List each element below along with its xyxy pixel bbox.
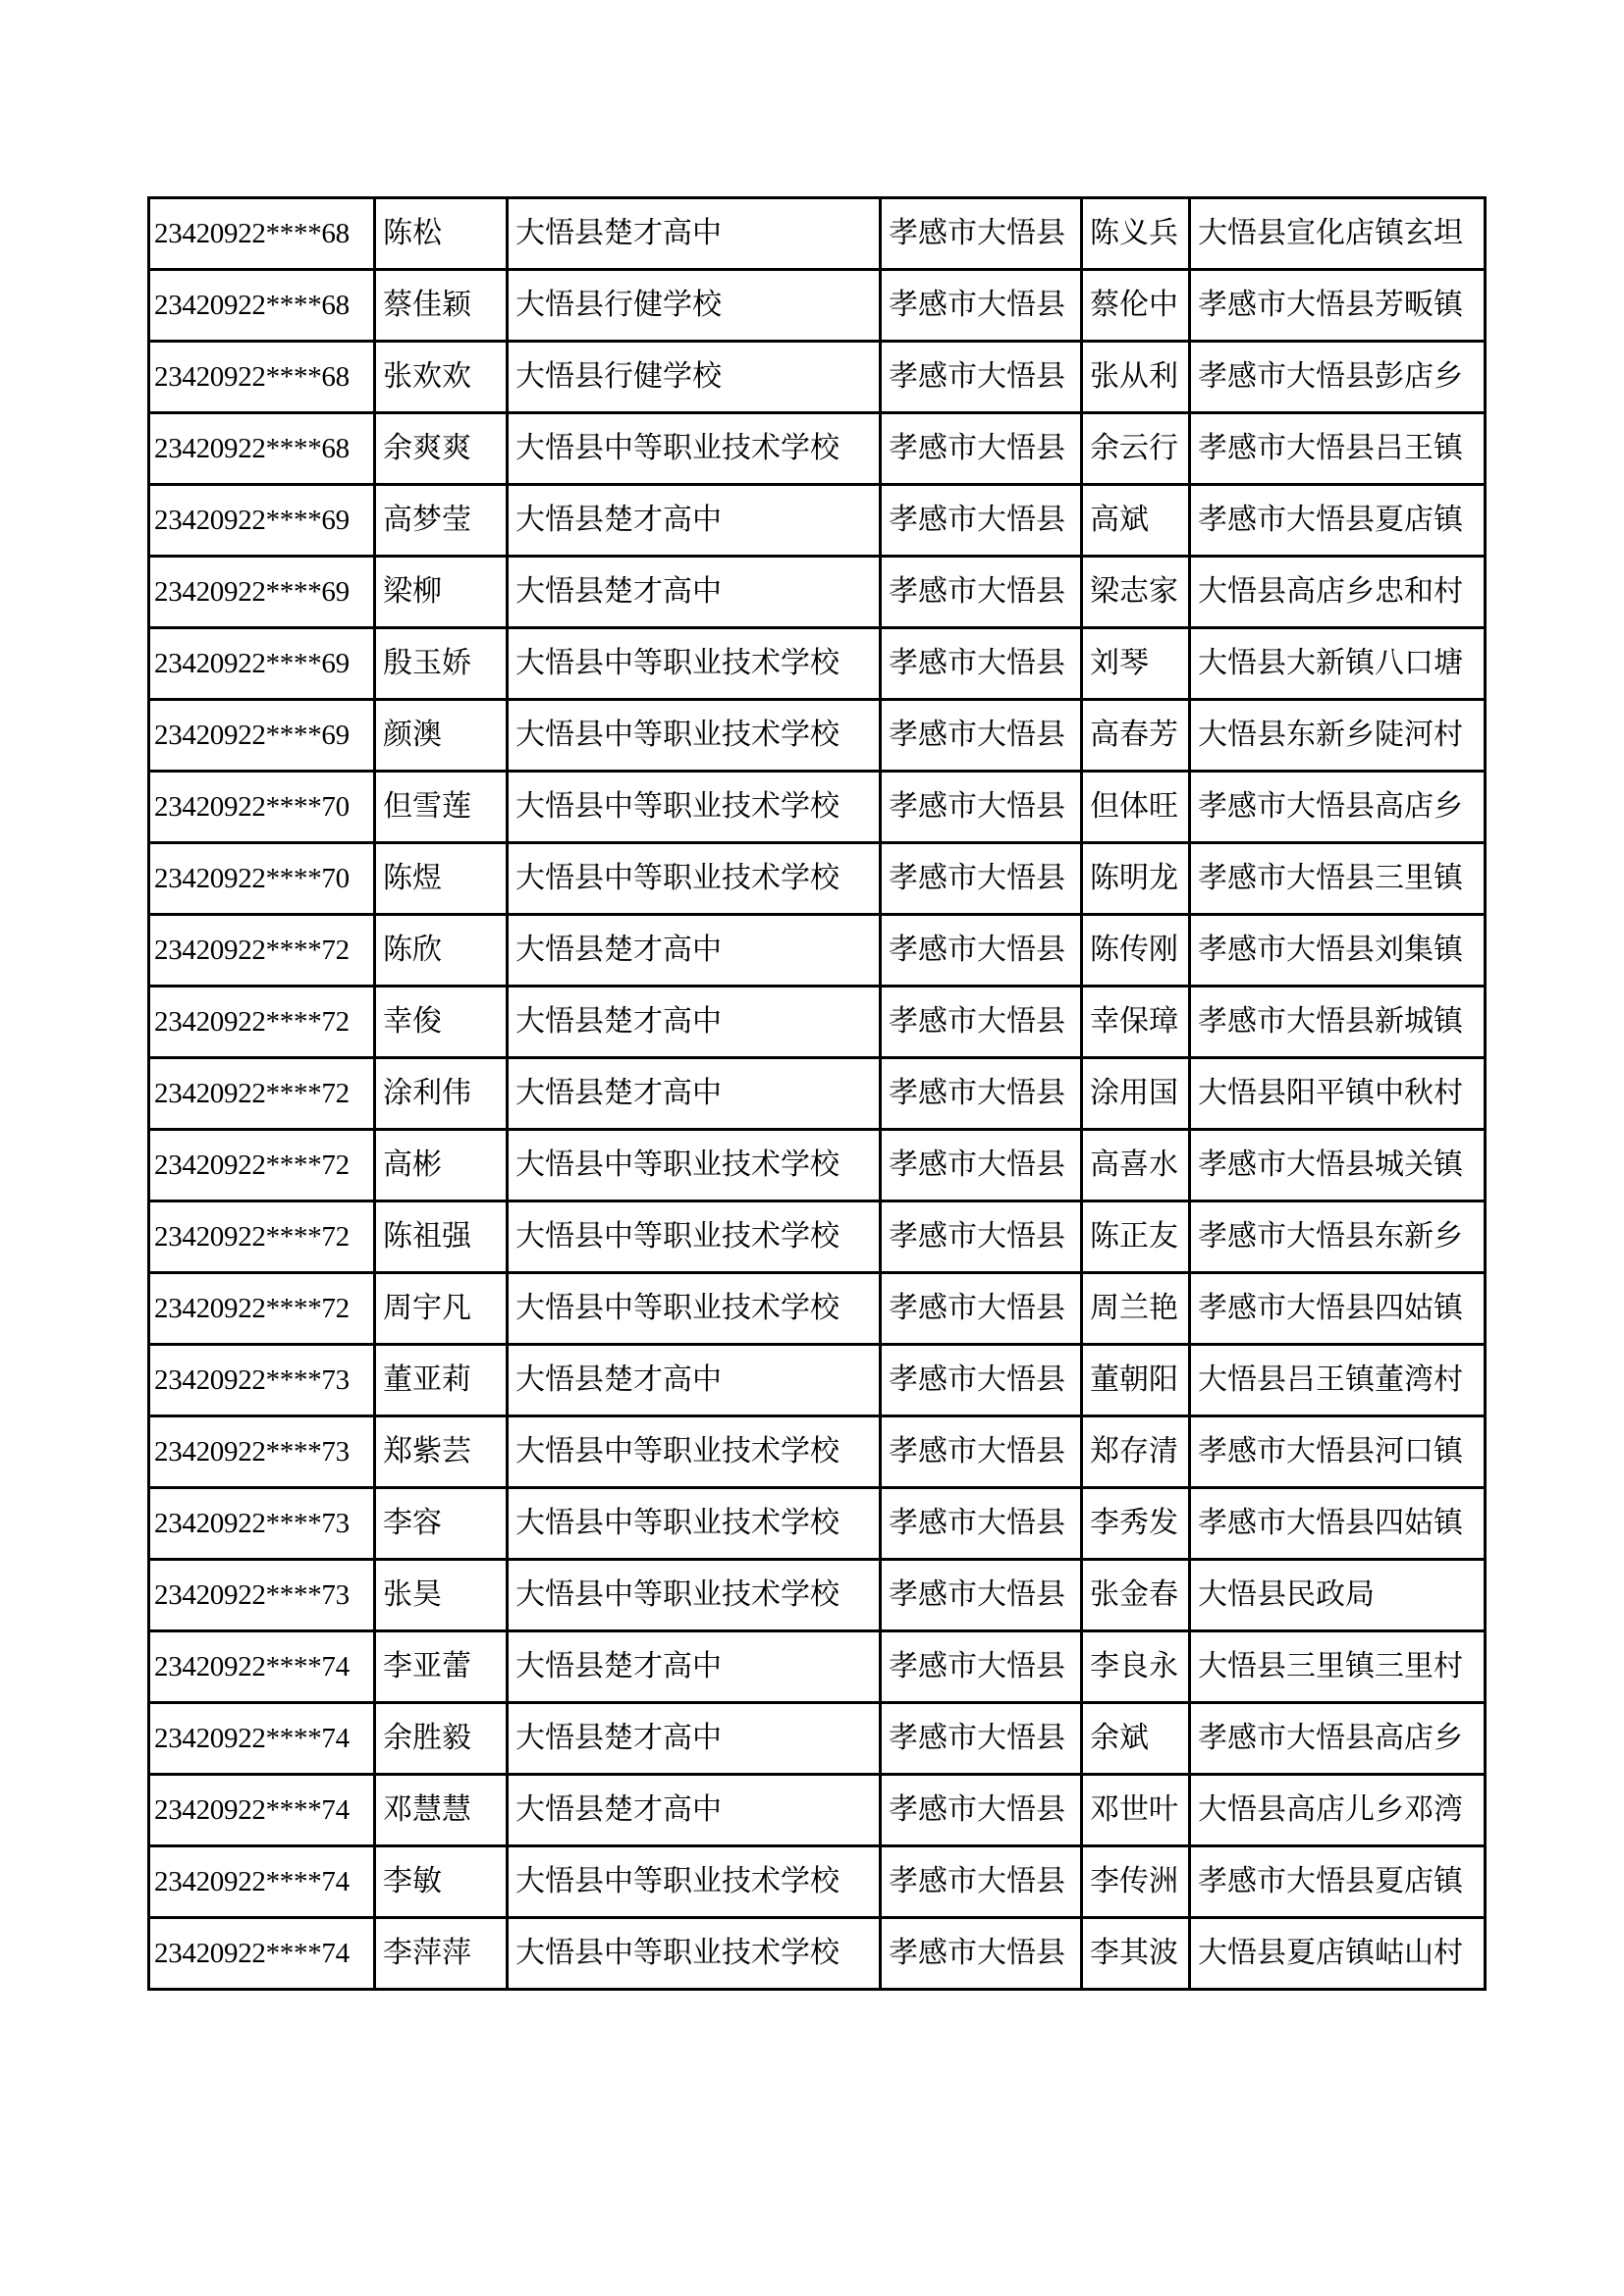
school-cell: 大悟县中等职业技术学校 (508, 1846, 881, 1918)
student-name-cell: 涂利伟 (375, 1058, 508, 1130)
student-name-cell: 高梦莹 (375, 485, 508, 557)
table-row (149, 1631, 1486, 1703)
student-name-cell: 殷玉娇 (375, 628, 508, 700)
guardian-name-cell: 周兰艳 (1082, 1273, 1190, 1345)
table-row (149, 1918, 1486, 1990)
address-cell: 孝感市大悟县河口镇 (1190, 1416, 1486, 1488)
student-name-cell: 高彬 (375, 1130, 508, 1201)
region-cell: 孝感市大悟县 (881, 1130, 1082, 1201)
school-cell: 大悟县楚才高中 (508, 915, 881, 987)
student-name-cell: 陈欣 (375, 915, 508, 987)
region-cell: 孝感市大悟县 (881, 1201, 1082, 1273)
guardian-name-cell: 陈正友 (1082, 1201, 1190, 1273)
table-row (149, 915, 1486, 987)
table-row (149, 1703, 1486, 1775)
address-cell: 大悟县吕王镇董湾村 (1190, 1345, 1486, 1416)
table-row (149, 1058, 1486, 1130)
address-cell: 孝感市大悟县夏店镇 (1190, 485, 1486, 557)
guardian-name-cell: 李秀发 (1082, 1488, 1190, 1560)
guardian-name-cell: 蔡伦中 (1082, 270, 1190, 342)
address-cell: 孝感市大悟县东新乡 (1190, 1201, 1486, 1273)
table-row (149, 1775, 1486, 1846)
region-cell: 孝感市大悟县 (881, 1416, 1082, 1488)
student-name-cell: 张昊 (375, 1560, 508, 1631)
school-cell: 大悟县行健学校 (508, 270, 881, 342)
school-cell: 大悟县楚才高中 (508, 1631, 881, 1703)
student-id-cell: 23420922****73 (149, 1416, 375, 1488)
student-id-cell: 23420922****68 (149, 198, 375, 270)
table-row (149, 987, 1486, 1058)
region-cell: 孝感市大悟县 (881, 1560, 1082, 1631)
student-id-cell: 23420922****73 (149, 1488, 375, 1560)
region-cell: 孝感市大悟县 (881, 1058, 1082, 1130)
guardian-name-cell: 邓世叶 (1082, 1775, 1190, 1846)
school-cell: 大悟县行健学校 (508, 342, 881, 413)
student-name-cell: 李容 (375, 1488, 508, 1560)
school-cell: 大悟县楚才高中 (508, 1058, 881, 1130)
student-name-cell: 余胜毅 (375, 1703, 508, 1775)
student-id-cell: 23420922****73 (149, 1345, 375, 1416)
school-cell: 大悟县楚才高中 (508, 1703, 881, 1775)
student-id-cell: 23420922****72 (149, 1273, 375, 1345)
region-cell: 孝感市大悟县 (881, 843, 1082, 915)
student-id-cell: 23420922****69 (149, 700, 375, 772)
student-name-cell: 蔡佳颖 (375, 270, 508, 342)
guardian-name-cell: 余云行 (1082, 413, 1190, 485)
student-id-cell: 23420922****72 (149, 1058, 375, 1130)
student-id-cell: 23420922****69 (149, 628, 375, 700)
region-cell: 孝感市大悟县 (881, 485, 1082, 557)
student-id-cell: 23420922****70 (149, 843, 375, 915)
student-name-cell: 梁柳 (375, 557, 508, 628)
table-row (149, 700, 1486, 772)
student-id-cell: 23420922****74 (149, 1631, 375, 1703)
region-cell: 孝感市大悟县 (881, 1345, 1082, 1416)
table-row (149, 485, 1486, 557)
student-name-cell: 张欢欢 (375, 342, 508, 413)
student-name-cell: 余爽爽 (375, 413, 508, 485)
table-row (149, 1416, 1486, 1488)
region-cell: 孝感市大悟县 (881, 270, 1082, 342)
guardian-name-cell: 陈义兵 (1082, 198, 1190, 270)
region-cell: 孝感市大悟县 (881, 1918, 1082, 1990)
address-cell: 孝感市大悟县高店乡 (1190, 772, 1486, 843)
region-cell: 孝感市大悟县 (881, 342, 1082, 413)
guardian-name-cell: 高斌 (1082, 485, 1190, 557)
guardian-name-cell: 余斌 (1082, 1703, 1190, 1775)
address-cell: 孝感市大悟县彭店乡 (1190, 342, 1486, 413)
student-name-cell: 陈祖强 (375, 1201, 508, 1273)
guardian-name-cell: 刘琴 (1082, 628, 1190, 700)
school-cell: 大悟县中等职业技术学校 (508, 772, 881, 843)
table-row (149, 198, 1486, 270)
student-id-cell: 23420922****68 (149, 342, 375, 413)
student-id-cell: 23420922****68 (149, 270, 375, 342)
school-cell: 大悟县中等职业技术学校 (508, 1130, 881, 1201)
region-cell: 孝感市大悟县 (881, 915, 1082, 987)
school-cell: 大悟县中等职业技术学校 (508, 1918, 881, 1990)
student-id-cell: 23420922****72 (149, 987, 375, 1058)
student-id-cell: 23420922****69 (149, 485, 375, 557)
address-cell: 孝感市大悟县夏店镇 (1190, 1846, 1486, 1918)
address-cell: 大悟县阳平镇中秋村 (1190, 1058, 1486, 1130)
table-row (149, 843, 1486, 915)
school-cell: 大悟县中等职业技术学校 (508, 1560, 881, 1631)
address-cell: 大悟县高店儿乡邓湾 (1190, 1775, 1486, 1846)
student-id-cell: 23420922****73 (149, 1560, 375, 1631)
table-row (149, 413, 1486, 485)
student-id-cell: 23420922****68 (149, 413, 375, 485)
region-cell: 孝感市大悟县 (881, 987, 1082, 1058)
student-name-cell: 陈煜 (375, 843, 508, 915)
student-name-cell: 周宇凡 (375, 1273, 508, 1345)
region-cell: 孝感市大悟县 (881, 198, 1082, 270)
school-cell: 大悟县中等职业技术学校 (508, 413, 881, 485)
table-row (149, 1345, 1486, 1416)
table-row (149, 342, 1486, 413)
address-cell: 大悟县宣化店镇玄坦 (1190, 198, 1486, 270)
guardian-name-cell: 高喜水 (1082, 1130, 1190, 1201)
roster-table (147, 196, 1487, 1991)
region-cell: 孝感市大悟县 (881, 1775, 1082, 1846)
region-cell: 孝感市大悟县 (881, 1488, 1082, 1560)
address-cell: 大悟县高店乡忠和村 (1190, 557, 1486, 628)
region-cell: 孝感市大悟县 (881, 1273, 1082, 1345)
student-id-cell: 23420922****70 (149, 772, 375, 843)
student-id-cell: 23420922****72 (149, 1130, 375, 1201)
address-cell: 孝感市大悟县四姑镇 (1190, 1273, 1486, 1345)
school-cell: 大悟县楚才高中 (508, 485, 881, 557)
student-name-cell: 但雪莲 (375, 772, 508, 843)
student-name-cell: 颜澳 (375, 700, 508, 772)
student-id-cell: 23420922****74 (149, 1918, 375, 1990)
address-cell: 大悟县东新乡陡河村 (1190, 700, 1486, 772)
region-cell: 孝感市大悟县 (881, 1703, 1082, 1775)
school-cell: 大悟县中等职业技术学校 (508, 1273, 881, 1345)
roster-body (149, 198, 1486, 1990)
address-cell: 孝感市大悟县城关镇 (1190, 1130, 1486, 1201)
address-cell: 孝感市大悟县吕王镇 (1190, 413, 1486, 485)
school-cell: 大悟县楚才高中 (508, 1775, 881, 1846)
address-cell: 孝感市大悟县三里镇 (1190, 843, 1486, 915)
student-name-cell: 邓慧慧 (375, 1775, 508, 1846)
address-cell: 孝感市大悟县四姑镇 (1190, 1488, 1486, 1560)
region-cell: 孝感市大悟县 (881, 700, 1082, 772)
table-row (149, 557, 1486, 628)
school-cell: 大悟县中等职业技术学校 (508, 700, 881, 772)
region-cell: 孝感市大悟县 (881, 1846, 1082, 1918)
student-name-cell: 董亚莉 (375, 1345, 508, 1416)
school-cell: 大悟县中等职业技术学校 (508, 1416, 881, 1488)
guardian-name-cell: 但体旺 (1082, 772, 1190, 843)
region-cell: 孝感市大悟县 (881, 772, 1082, 843)
address-cell: 大悟县夏店镇岵山村 (1190, 1918, 1486, 1990)
guardian-name-cell: 梁志家 (1082, 557, 1190, 628)
student-id-cell: 23420922****74 (149, 1775, 375, 1846)
guardian-name-cell: 李良永 (1082, 1631, 1190, 1703)
guardian-name-cell: 张从利 (1082, 342, 1190, 413)
guardian-name-cell: 董朝阳 (1082, 1345, 1190, 1416)
student-name-cell: 李敏 (375, 1846, 508, 1918)
table-row (149, 1560, 1486, 1631)
address-cell: 大悟县民政局 (1190, 1560, 1486, 1631)
region-cell: 孝感市大悟县 (881, 1631, 1082, 1703)
student-id-cell: 23420922****74 (149, 1846, 375, 1918)
school-cell: 大悟县楚才高中 (508, 557, 881, 628)
address-cell: 大悟县大新镇八口塘 (1190, 628, 1486, 700)
table-row (149, 1488, 1486, 1560)
table-row (149, 772, 1486, 843)
address-cell: 大悟县三里镇三里村 (1190, 1631, 1486, 1703)
region-cell: 孝感市大悟县 (881, 628, 1082, 700)
guardian-name-cell: 李其波 (1082, 1918, 1190, 1990)
address-cell: 孝感市大悟县刘集镇 (1190, 915, 1486, 987)
student-name-cell: 李萍萍 (375, 1918, 508, 1990)
guardian-name-cell: 李传洲 (1082, 1846, 1190, 1918)
school-cell: 大悟县中等职业技术学校 (508, 1201, 881, 1273)
school-cell: 大悟县楚才高中 (508, 1345, 881, 1416)
table-row (149, 1273, 1486, 1345)
student-name-cell: 陈松 (375, 198, 508, 270)
student-name-cell: 幸俊 (375, 987, 508, 1058)
guardian-name-cell: 陈传刚 (1082, 915, 1190, 987)
school-cell: 大悟县中等职业技术学校 (508, 1488, 881, 1560)
school-cell: 大悟县楚才高中 (508, 198, 881, 270)
school-cell: 大悟县中等职业技术学校 (508, 843, 881, 915)
guardian-name-cell: 高春芳 (1082, 700, 1190, 772)
table-row (149, 270, 1486, 342)
table-row (149, 1846, 1486, 1918)
student-id-cell: 23420922****72 (149, 1201, 375, 1273)
guardian-name-cell: 幸保璋 (1082, 987, 1190, 1058)
student-id-cell: 23420922****72 (149, 915, 375, 987)
table-row (149, 628, 1486, 700)
school-cell: 大悟县楚才高中 (508, 987, 881, 1058)
student-id-cell: 23420922****69 (149, 557, 375, 628)
region-cell: 孝感市大悟县 (881, 413, 1082, 485)
school-cell: 大悟县中等职业技术学校 (508, 628, 881, 700)
guardian-name-cell: 张金春 (1082, 1560, 1190, 1631)
address-cell: 孝感市大悟县新城镇 (1190, 987, 1486, 1058)
guardian-name-cell: 郑存清 (1082, 1416, 1190, 1488)
address-cell: 孝感市大悟县高店乡 (1190, 1703, 1486, 1775)
guardian-name-cell: 陈明龙 (1082, 843, 1190, 915)
address-cell: 孝感市大悟县芳畈镇 (1190, 270, 1486, 342)
student-name-cell: 李亚蕾 (375, 1631, 508, 1703)
student-name-cell: 郑紫芸 (375, 1416, 508, 1488)
table-row (149, 1130, 1486, 1201)
region-cell: 孝感市大悟县 (881, 557, 1082, 628)
table-row (149, 1201, 1486, 1273)
guardian-name-cell: 涂用国 (1082, 1058, 1190, 1130)
student-id-cell: 23420922****74 (149, 1703, 375, 1775)
